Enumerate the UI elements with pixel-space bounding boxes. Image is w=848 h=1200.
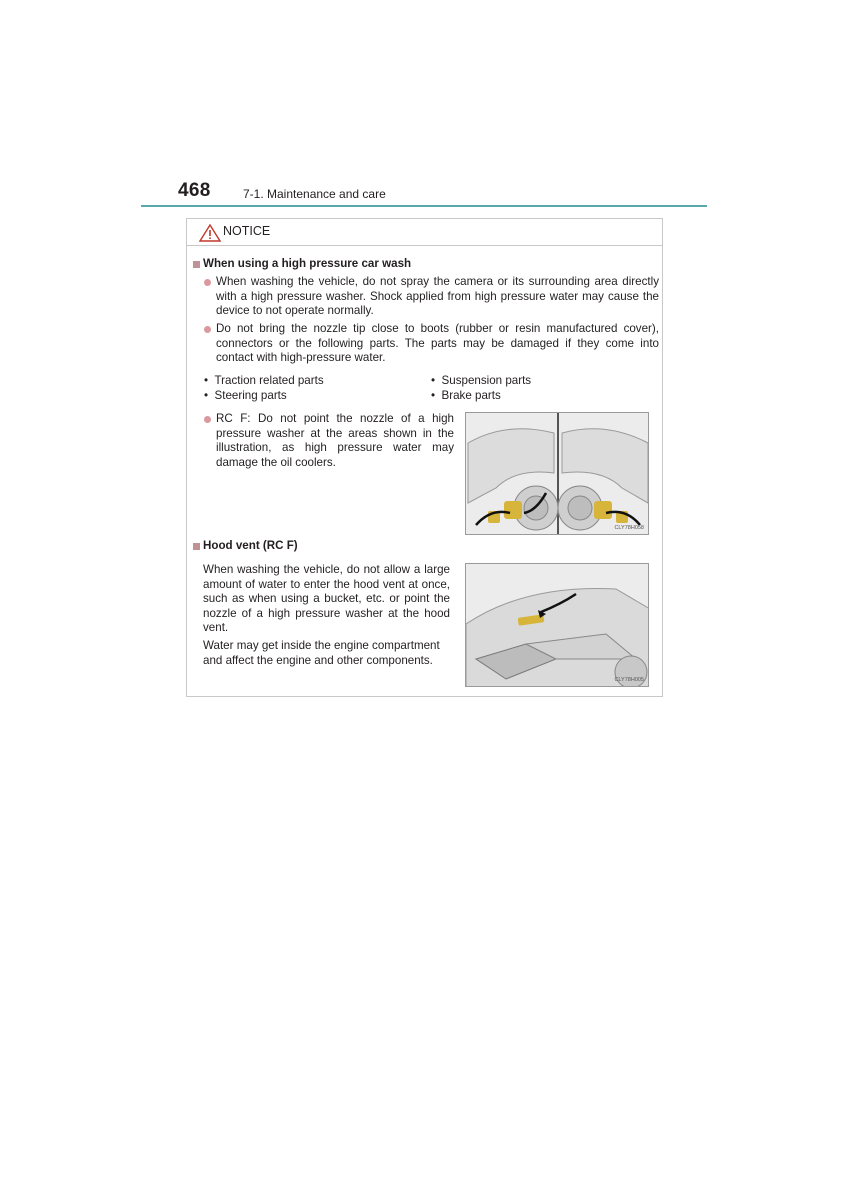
section-title: 7-1. Maintenance and care	[243, 187, 386, 201]
image-code: CLY78H058	[614, 525, 644, 531]
notice-box	[186, 218, 663, 697]
notice-header	[187, 219, 662, 246]
car-hood-vent-image	[466, 564, 649, 687]
bullet-dot-icon	[204, 416, 211, 423]
page-number: 468	[178, 180, 211, 201]
hood-vent-illustration	[465, 563, 649, 687]
section-heading: Hood vent (RC F)	[203, 539, 298, 552]
list-item: • Traction related parts	[204, 374, 324, 387]
warning-triangle-icon	[199, 224, 221, 242]
notice-title: NOTICE	[223, 224, 271, 238]
list-item: • Brake parts	[431, 389, 501, 402]
paragraph: Water may get inside the engine compartment and affect the engine and other components.	[203, 639, 440, 667]
car-front-oil-cooler-image	[466, 413, 649, 535]
list-item: • Suspension parts	[431, 374, 532, 387]
section-marker-icon	[193, 543, 200, 550]
bullet-dot-icon	[204, 279, 211, 286]
bullet-dot-icon	[204, 326, 211, 333]
bullet-text: Do not bring the nozzle tip close to boots (rubber or resin manufactured cover), connectors or the following parts. The parts may be damaged if they come into contact with high-pressure water.	[216, 322, 659, 365]
header-rule	[141, 205, 707, 207]
image-code: CLY78H005	[614, 677, 644, 683]
section-marker-icon	[193, 261, 200, 268]
paragraph: When washing the vehicle, do not allow a large amount of water to enter the hood vent at once, such as when using a bucket, etc. or point the nozzle of a high pressure washer at the hood vent.	[203, 563, 450, 635]
list-item: • Steering parts	[204, 389, 287, 402]
bullet-text: RC F: Do not point the nozzle of a high pressure washer at the areas shown in the illustration, as high pressure water may damage the oil coolers.	[216, 412, 454, 469]
section-heading: When using a high pressure car wash	[203, 257, 412, 270]
bullet-text: When washing the vehicle, do not spray the camera or its surrounding area directly with a high pressure washer. Shock applied from high pressure water may cause the device to not operate normally.	[216, 275, 659, 318]
oil-cooler-illustration	[465, 412, 649, 535]
